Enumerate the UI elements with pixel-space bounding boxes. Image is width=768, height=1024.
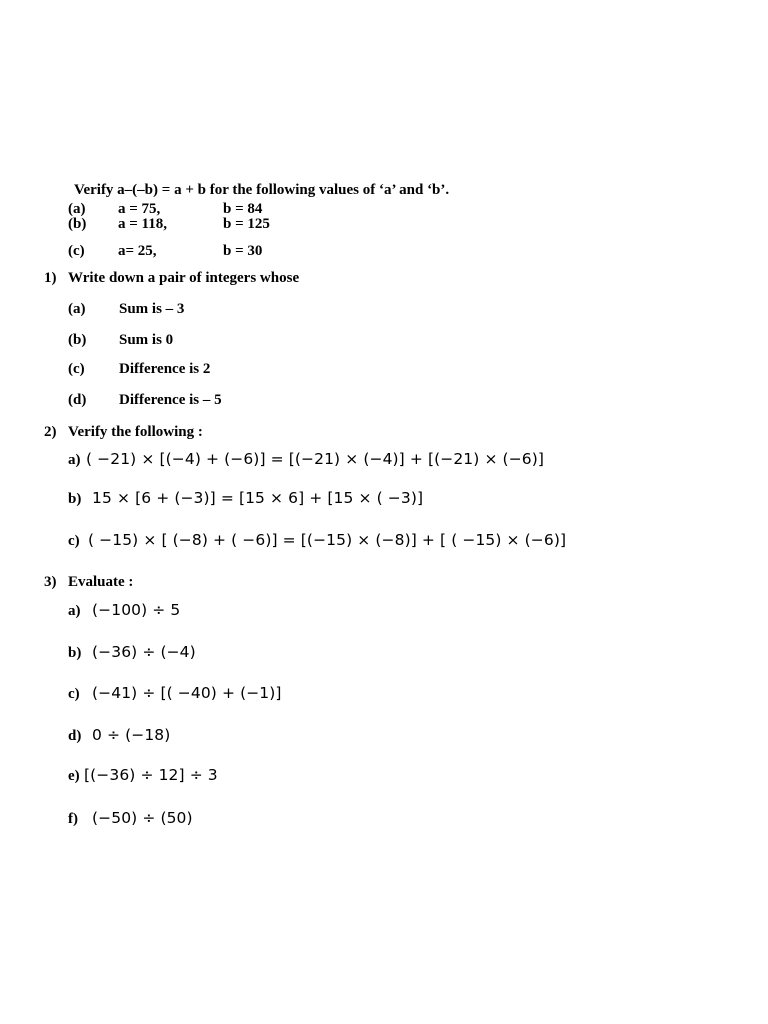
- q3-item-label: a): [68, 603, 81, 619]
- q1-item-text: Difference is – 5: [119, 392, 222, 408]
- q2-item-expression: 15 × [6 + (−3)] = [15 × 6] + [15 × ( −3)]: [92, 489, 424, 507]
- q1-item-text: Sum is – 3: [119, 301, 185, 317]
- intro-row-b-value: b = 30: [223, 243, 263, 259]
- q3-title: Evaluate :: [68, 574, 134, 590]
- q1-item-text: Sum is 0: [119, 332, 174, 348]
- q3-item-label: f): [68, 811, 78, 827]
- intro-row-label: (c): [68, 243, 85, 259]
- q3-item-label: e): [68, 768, 80, 784]
- q1-item-label: (d): [68, 392, 87, 408]
- q3-item-label: d): [68, 728, 82, 744]
- intro-heading: Verify a–(–b) = a + b for the following values of ‘a’ and ‘b’.: [74, 182, 450, 198]
- intro-row-a-value: a = 75,: [118, 201, 161, 217]
- q2-number: 2): [44, 424, 57, 440]
- q1-item-label: (c): [68, 361, 85, 377]
- q1-item-label: (b): [68, 332, 87, 348]
- intro-row-label: (b): [68, 216, 87, 232]
- q3-item-label: c): [68, 686, 80, 702]
- intro-row-b-value: b = 125: [223, 216, 270, 232]
- q3-item-expression: [(−36) ÷ 12] ÷ 3: [84, 766, 218, 784]
- q2-item-label: b): [68, 491, 82, 507]
- q1-item-text: Difference is 2: [119, 361, 211, 377]
- q3-item-expression: (−100) ÷ 5: [92, 601, 181, 619]
- q2-item-expression: ( −21) × [(−4) + (−6)] = [(−21) × (−4)] + [(−21) × (−6)]: [86, 450, 545, 468]
- intro-row-label: (a): [68, 201, 86, 217]
- q2-item-label: c): [68, 533, 80, 549]
- q2-item-expression: ( −15) × [ (−8) + ( −6)] = [(−15) × (−8)] + [ ( −15) × (−6)]: [88, 531, 567, 549]
- q2-item-label: a): [68, 452, 81, 468]
- q3-item-expression: (−50) ÷ (50): [92, 809, 193, 827]
- intro-row-a-value: a = 118,: [118, 216, 167, 232]
- q3-item-expression: (−41) ÷ [( −40) + (−1)]: [92, 684, 282, 702]
- q2-title: Verify the following :: [68, 424, 203, 440]
- q3-item-label: b): [68, 645, 82, 661]
- intro-row-a-value: a= 25,: [118, 243, 157, 259]
- q3-item-expression: (−36) ÷ (−4): [92, 643, 196, 661]
- q1-title: Write down a pair of integers whose: [68, 270, 300, 286]
- q3-item-expression: 0 ÷ (−18): [92, 726, 171, 744]
- intro-row-b-value: b = 84: [223, 201, 263, 217]
- q3-number: 3): [44, 574, 57, 590]
- q1-number: 1): [44, 270, 57, 286]
- q1-item-label: (a): [68, 301, 86, 317]
